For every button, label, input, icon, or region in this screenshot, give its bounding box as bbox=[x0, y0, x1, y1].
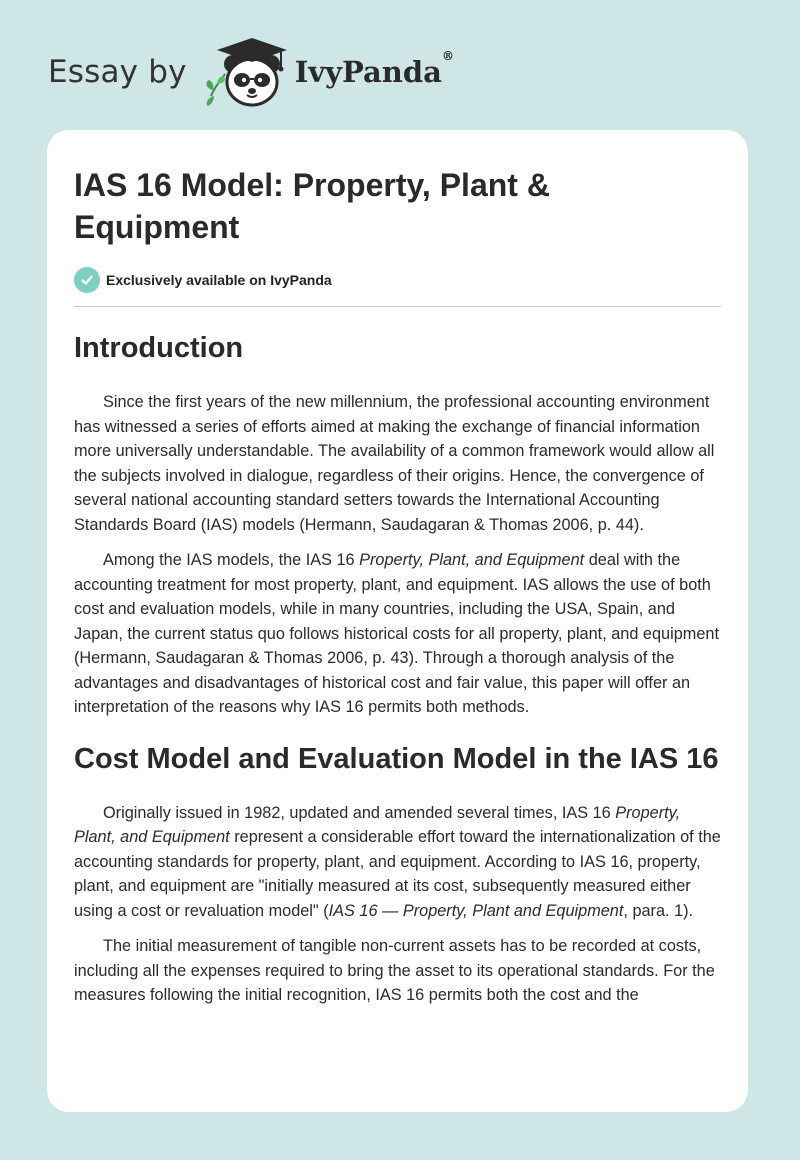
section-heading-introduction: Introduction bbox=[74, 332, 244, 364]
registered-mark: ® bbox=[441, 49, 454, 63]
essay-card bbox=[47, 130, 748, 1112]
emphasis-title: Property, Plant, and Equipment bbox=[74, 803, 681, 846]
brand-text: IvyPanda bbox=[294, 55, 442, 89]
check-icon bbox=[74, 267, 100, 293]
brand-name[interactable] bbox=[294, 49, 454, 89]
emphasis-title: Property, Plant, and Equipment bbox=[359, 551, 585, 569]
essay-by-label: Essay by bbox=[48, 54, 187, 90]
essay-title bbox=[74, 164, 721, 248]
paragraph: Among the IAS models, the IAS 16 Property, Plant, and Equipment deal with the accounting treatment for most property, plant, and equipment. IAS allows the use of both cost and evaluation models, while in many countries, including the USA, Spain, and Japan, the current status quo follows historical costs for all property, plant, and equipment (Hermann, Saudagaran & Thomas 2006, p. 43). Through a thorough analysis of the advantages and disadvantages of historical cost and fair value, this paper will offer an interpretation of the reasons why IAS 16 permits both methods. bbox=[74, 551, 719, 716]
exclusive-label: Exclusively available on IvyPanda bbox=[106, 272, 332, 288]
emphasis-citation: IAS 16 — Property, Plant and Equipment bbox=[328, 901, 624, 920]
section-heading-cost-model: Cost Model and Evaluation Model in the IAS 16 bbox=[74, 742, 719, 775]
title-line-2: Equipment bbox=[74, 209, 240, 245]
exclusive-badge bbox=[74, 267, 721, 293]
panda-graduate-icon bbox=[201, 34, 293, 110]
divider bbox=[74, 306, 721, 307]
paragraph: The initial measurement of tangible non-current assets has to be recorded at costs, including all the expenses required to bring the asset to its operational standards. For the measures following the initial recognition, IAS 16 permits both the cost and the bbox=[74, 937, 715, 1004]
title-line-1: IAS 16 Model: Property, Plant & bbox=[74, 167, 550, 203]
site-header bbox=[48, 34, 454, 110]
paragraph: Originally issued in 1982, updated and amended several times, IAS 16 Property, Plant, and Equipment represent a considerable effort toward the internationalization of the accounting standards for property, plant, and equipment. According to IAS 16, property, plant, and equipment are "initially measured at its cost, subsequently measured either using a cost or revaluation model" (IAS 16 — Property, Plant and Equipment, para. 1). bbox=[74, 803, 721, 920]
paragraph: Since the first years of the new millennium, the professional accounting environment has witnessed a series of efforts aimed at making the exchange of financial information more universally understandable. The availability of a common framework would allow all the subjects involved in dialogue, regardless of their origins. Hence, the convergence of several national accounting standard setters towards the International Accounting Standards Board (IAS) models (Hermann, Saudagaran & Thomas 2006, p. 44). bbox=[74, 393, 715, 534]
